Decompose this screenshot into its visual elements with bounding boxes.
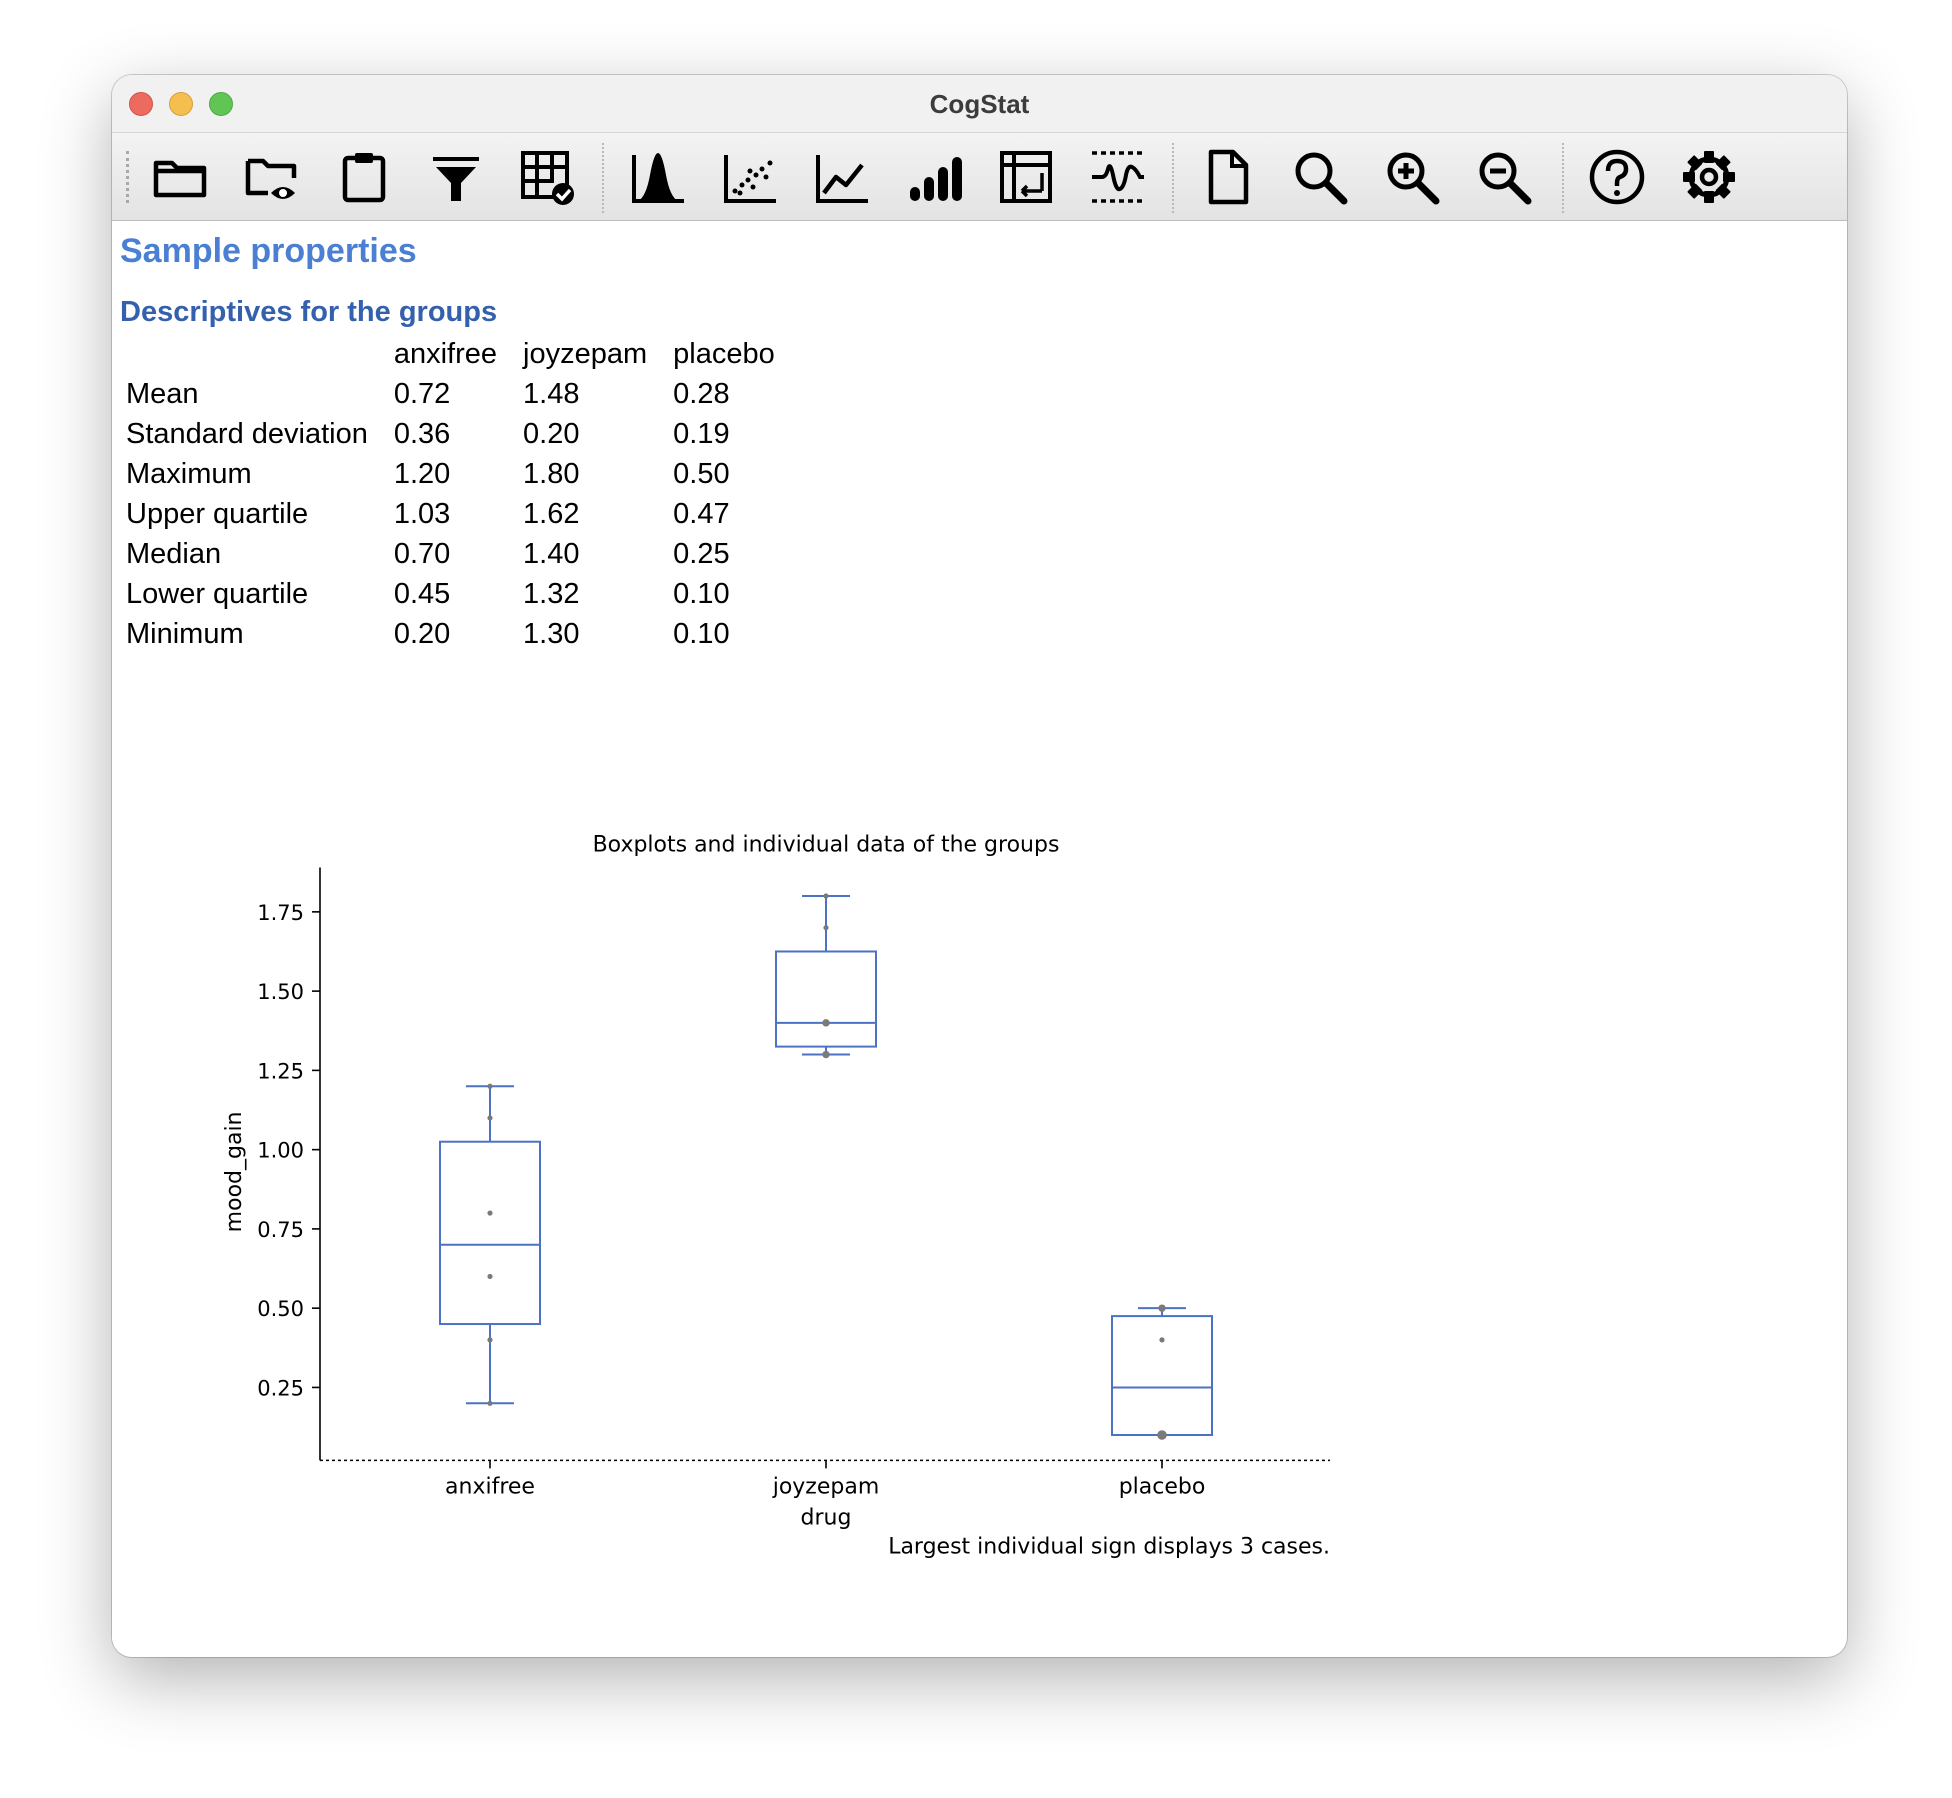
pivot-table-button[interactable] [996, 147, 1056, 207]
table-row [126, 414, 801, 454]
x-axis [445, 1460, 1205, 1499]
zoom-in-button[interactable] [1382, 147, 1442, 207]
help-button[interactable] [1587, 147, 1647, 207]
folder-icon [150, 147, 210, 207]
chart-note: Largest individual sign displays 3 cases. [888, 1534, 1330, 1560]
new-result-button[interactable] [1198, 147, 1258, 207]
zoom-out-button[interactable] [1474, 147, 1534, 207]
table-row [126, 454, 801, 494]
folder-eye-icon [242, 147, 302, 207]
table-cell: 0.50 [673, 457, 730, 490]
box [1112, 1316, 1212, 1435]
points-layer [487, 893, 1166, 1439]
y-tick-label: 1.25 [257, 1059, 304, 1084]
toolbar-separator [1562, 143, 1564, 213]
data-point [487, 1274, 492, 1279]
reliability-button[interactable] [1088, 147, 1148, 207]
compare-groups-button[interactable] [904, 147, 964, 207]
clipboard-icon [334, 147, 394, 207]
line-chart-icon [812, 147, 872, 207]
section-title: Sample properties [120, 232, 417, 270]
explore-variable-button[interactable] [628, 147, 688, 207]
table-row [126, 494, 801, 534]
boxes-layer [440, 896, 1212, 1435]
box [776, 951, 876, 1046]
boxplot-placebo [1112, 1308, 1212, 1435]
table-cell: 1.32 [523, 577, 580, 610]
descriptives-heading: Descriptives for the groups [120, 296, 498, 328]
table-cell: 0.10 [673, 577, 730, 610]
scatter-icon [720, 147, 780, 207]
x-tick-label: joyzepam [772, 1474, 880, 1500]
toolbar-separator [1172, 143, 1174, 213]
row-label: Minimum [126, 617, 244, 650]
data-point [487, 1115, 492, 1120]
table-cell: 0.19 [673, 417, 730, 450]
row-label: Mean [126, 377, 199, 410]
paste-data-button[interactable] [334, 147, 394, 207]
table-cell: 0.28 [673, 377, 730, 410]
table-row [126, 374, 801, 414]
table-header-row [126, 334, 801, 374]
box [440, 1142, 540, 1324]
table-cell: 1.30 [523, 617, 580, 650]
toolbar-separator [602, 143, 604, 213]
find-button[interactable] [1290, 147, 1350, 207]
window-title: CogStat [929, 89, 1030, 119]
filter-icon [426, 147, 486, 207]
pivot-table-icon [996, 147, 1056, 207]
explore-pair-button[interactable] [720, 147, 780, 207]
data-point [1158, 1304, 1165, 1311]
zoom-out-icon [1474, 147, 1534, 207]
data-point [823, 925, 828, 930]
title-bar [112, 75, 1847, 133]
filter-button[interactable] [426, 147, 486, 207]
y-axis-label: mood_gain [222, 1111, 247, 1233]
data-point [487, 1401, 492, 1406]
table-cell: 0.72 [393, 377, 451, 410]
table-cell: 0.45 [393, 577, 451, 610]
y-axis [257, 901, 320, 1401]
data-point [1157, 1430, 1167, 1440]
gear-icon [1679, 147, 1739, 207]
data-point [822, 1051, 829, 1058]
y-tick-label: 1.00 [257, 1138, 304, 1163]
open-data-button[interactable] [150, 147, 210, 207]
y-tick-label: 0.75 [257, 1217, 304, 1242]
table-cell: 0.36 [393, 417, 451, 450]
repeated-measures-button[interactable] [812, 147, 872, 207]
table-cell: 0.10 [673, 617, 730, 650]
toolbar [112, 133, 1847, 221]
column-header: anxifree [393, 337, 498, 370]
table-cell: 1.20 [393, 457, 451, 490]
help-icon [1587, 147, 1647, 207]
boxplot-anxifree [440, 1086, 540, 1403]
x-tick-label: anxifree [445, 1474, 535, 1500]
y-tick-label: 1.75 [257, 900, 304, 925]
table-cell: 0.20 [393, 617, 451, 650]
column-header: joyzepam [523, 337, 648, 370]
chart-title: Boxplots and individual data of the groups [592, 832, 1060, 858]
results-pane[interactable] [112, 222, 1842, 1653]
data-check-button[interactable] [518, 147, 578, 207]
table-row [126, 534, 801, 574]
data-point [823, 893, 828, 898]
data-point [487, 1084, 492, 1089]
descriptives-table [126, 334, 801, 654]
signal-curve-icon [1088, 147, 1148, 207]
table-cell: 1.03 [393, 497, 451, 530]
row-label: Lower quartile [126, 577, 309, 610]
data-point [487, 1210, 492, 1215]
y-tick-label: 1.50 [257, 980, 304, 1005]
distribution-icon [628, 147, 688, 207]
column-header: placebo [673, 337, 775, 370]
zoom-in-icon [1382, 147, 1442, 207]
grid-check-icon [518, 147, 578, 207]
settings-button[interactable] [1679, 147, 1739, 207]
column-header [126, 334, 394, 374]
toolbar-grip-handle[interactable] [126, 151, 129, 203]
table-row [126, 574, 801, 614]
x-axis-label: drug [800, 1505, 852, 1531]
data-point [1159, 1337, 1164, 1342]
data-point [487, 1337, 492, 1342]
table-cell: 0.20 [523, 417, 580, 450]
x-tick-label: placebo [1118, 1474, 1206, 1500]
data-point [822, 1019, 829, 1026]
table-row [126, 614, 801, 654]
view-data-button[interactable] [242, 147, 302, 207]
table-cell: 0.47 [673, 497, 730, 530]
table-cell: 0.70 [393, 537, 451, 570]
document-icon [1198, 147, 1258, 207]
cogstat-window [112, 75, 1847, 1657]
table-cell: 1.40 [523, 537, 580, 570]
row-label: Upper quartile [126, 497, 309, 530]
boxplot-joyzepam [776, 896, 876, 1055]
row-label: Median [126, 537, 222, 570]
search-icon [1290, 147, 1350, 207]
row-label: Maximum [126, 457, 252, 490]
table-cell: 0.25 [673, 537, 730, 570]
table-cell: 1.80 [523, 457, 580, 490]
y-tick-label: 0.25 [257, 1376, 304, 1401]
row-label: Standard deviation [126, 417, 368, 450]
table-cell: 1.48 [523, 377, 580, 410]
y-tick-label: 0.50 [257, 1297, 304, 1322]
table-cell: 1.62 [523, 497, 580, 530]
bar-chart-icon [904, 147, 964, 207]
